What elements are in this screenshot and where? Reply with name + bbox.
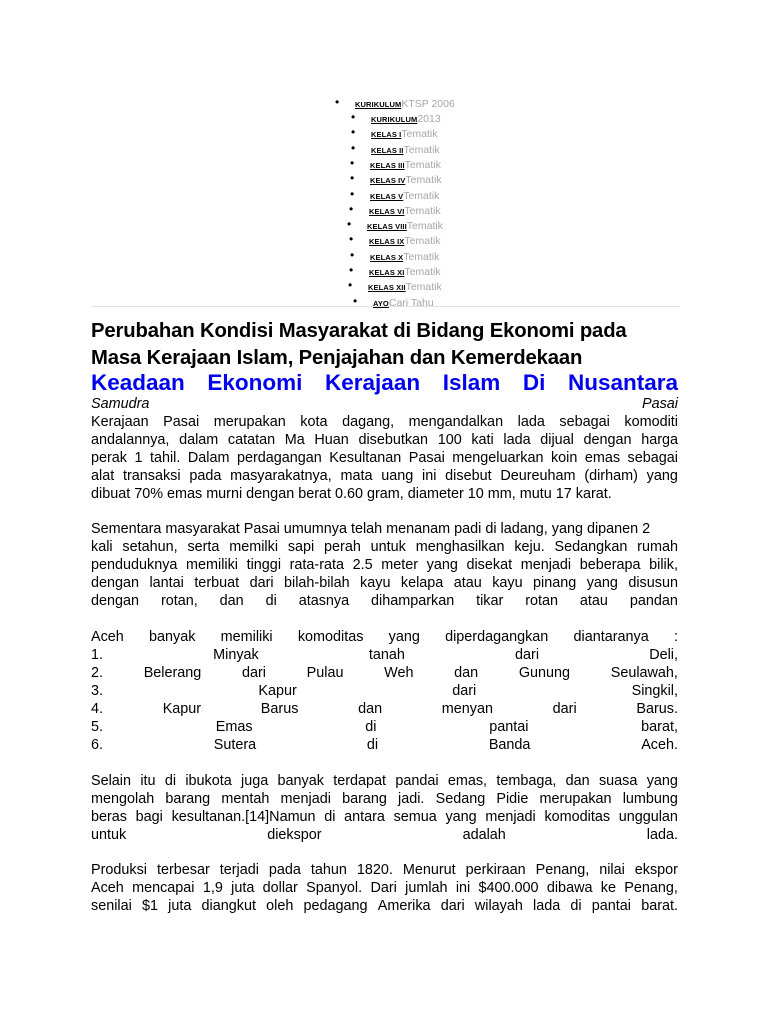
word: 1,9	[202, 880, 223, 896]
word: wilayah	[474, 898, 523, 914]
word: perak	[91, 450, 127, 466]
word: barang	[342, 791, 387, 807]
word: pandai	[395, 773, 439, 789]
word: di	[265, 593, 277, 609]
word: atasnya	[298, 593, 350, 609]
word: kati	[471, 432, 494, 448]
word: Kapur	[258, 683, 297, 699]
word: setahun,	[122, 539, 178, 555]
section-caption	[91, 395, 678, 413]
word: 6.	[91, 737, 104, 753]
word: Sutera	[213, 737, 257, 753]
caption-right: Pasai	[642, 396, 678, 412]
word: itu	[140, 773, 156, 789]
body-line	[91, 790, 678, 808]
word: Amerika	[377, 898, 431, 914]
word: perkiraan	[465, 862, 526, 878]
body-line	[91, 449, 678, 467]
word: atau	[453, 575, 482, 591]
word: dan	[454, 665, 479, 681]
nav-link-label: Tematik	[403, 190, 440, 202]
word: dan	[358, 701, 383, 717]
word: perdagangan	[236, 450, 322, 466]
word: yang	[646, 773, 678, 789]
word: sebagai	[559, 414, 610, 430]
word: mengeluarkan	[452, 450, 544, 466]
bullet-icon: •	[350, 156, 355, 170]
nav-item[interactable]	[350, 171, 442, 186]
nav-link-label: Tematik	[404, 159, 441, 171]
word: yang	[445, 809, 477, 825]
word: 2.	[91, 665, 104, 681]
word: masyarakatnya,	[230, 468, 332, 484]
word: Pidie	[496, 791, 529, 807]
word: lada.	[646, 827, 678, 843]
word: menghasilkan	[415, 539, 505, 555]
word: barang	[165, 791, 211, 807]
word: mencapai	[132, 880, 195, 896]
page-title-line: Masa Kerajaan Islam, Penjajahan dan Kemerdekaan	[91, 347, 583, 369]
word: pantai	[591, 898, 632, 914]
word: Kapur	[162, 701, 202, 717]
word: jumlah	[405, 880, 448, 896]
body-line	[91, 628, 678, 646]
word: dari	[515, 647, 540, 663]
divider	[92, 306, 680, 307]
nav-link-prefix: KELAS X	[370, 253, 404, 262]
body-line	[91, 700, 678, 718]
word: Sedang	[435, 791, 486, 807]
nav-item[interactable]	[349, 263, 441, 278]
nav-link-prefix: KELAS I	[371, 130, 402, 139]
word: 5.	[91, 719, 104, 735]
word: tembaga,	[496, 773, 557, 789]
word: yang	[586, 575, 618, 591]
word: dari	[440, 898, 465, 914]
word: (dirham)	[584, 468, 638, 484]
word: barat.	[641, 898, 678, 914]
word: diantaranya	[573, 629, 649, 645]
word: yang	[426, 557, 458, 573]
nav-item[interactable]	[348, 278, 442, 293]
word: 1820.	[356, 862, 393, 878]
body-line	[91, 556, 678, 574]
nav-link-label: Tematik	[404, 205, 441, 217]
word: pada	[189, 468, 222, 484]
word: menjadi	[520, 557, 572, 573]
word: kesultanan.[14]Namun	[171, 809, 316, 825]
word: 2.5	[352, 557, 373, 573]
word: Banda	[488, 737, 531, 753]
word: Pasai	[163, 414, 200, 430]
body-line	[91, 431, 678, 449]
word: 4.	[91, 701, 104, 717]
word: pada	[268, 862, 301, 878]
word: adalah	[462, 827, 506, 843]
word: komoditi	[624, 414, 678, 430]
word: unggulan	[618, 809, 678, 825]
word: Sedangkan	[554, 539, 628, 555]
word: Ma	[284, 432, 305, 448]
word: rotan	[525, 593, 559, 609]
bullet-icon: •	[350, 187, 355, 201]
word: diekspor	[267, 827, 322, 843]
word: disebut	[445, 468, 492, 484]
word: catatan	[227, 432, 276, 448]
word: di	[366, 737, 379, 753]
word: lada	[517, 414, 545, 430]
word: terdapat	[333, 773, 387, 789]
word: diperdagangkan	[445, 629, 549, 645]
word: Dari	[370, 880, 397, 896]
word: koin	[550, 450, 578, 466]
nav-link-label: Tematik	[405, 174, 442, 186]
word: barat,	[641, 719, 678, 735]
word: terbesar	[156, 862, 210, 878]
word: banyak	[277, 773, 324, 789]
nav-link-prefix: KELAS III	[370, 161, 405, 170]
nav-link-label: Cari Tahu	[388, 297, 434, 309]
word: Singkil,	[631, 683, 678, 699]
nav-item[interactable]	[350, 156, 441, 171]
word: dari	[452, 683, 477, 699]
word: Menurut	[402, 862, 456, 878]
word: bilah-bilah	[284, 575, 350, 591]
caption-left: Samudra	[91, 396, 150, 412]
word: lada	[503, 432, 531, 448]
nav-link-prefix: KELAS XI	[369, 268, 405, 277]
nav-item[interactable]	[335, 95, 455, 110]
word: tinggi	[246, 557, 282, 573]
nav-link-label: Tematik	[406, 220, 443, 232]
word: Pasai	[408, 450, 445, 466]
nav-link[interactable]	[373, 293, 434, 310]
body-line	[91, 879, 678, 897]
word: komoditas	[297, 629, 364, 645]
word: ke	[600, 880, 616, 896]
word: 1.	[91, 647, 104, 663]
word: terbuat	[194, 575, 240, 591]
body-line	[91, 718, 678, 736]
word: Aceh	[91, 880, 124, 896]
word: 100	[437, 432, 462, 448]
body-line	[91, 467, 678, 485]
nav-link-label: Tematik	[404, 235, 441, 247]
word: dihamparkan	[371, 593, 455, 609]
body-line	[91, 413, 678, 431]
word: tahun	[310, 862, 347, 878]
word: Produksi	[91, 862, 147, 878]
word: dengan	[91, 593, 140, 609]
word: dari	[249, 575, 274, 591]
word: ini	[455, 880, 471, 896]
word: lantai	[149, 575, 184, 591]
word: kayu	[360, 575, 391, 591]
word: dijual	[540, 432, 574, 448]
nav-link-prefix: KELAS XII	[368, 283, 406, 292]
word: ibukota	[185, 773, 232, 789]
word: untuk	[370, 539, 406, 555]
word: Kesultanan	[329, 450, 402, 466]
word: Belerang	[143, 665, 202, 681]
nav-link-label: Tematik	[404, 266, 441, 278]
word: Gunung	[518, 665, 571, 681]
word: semua	[393, 809, 437, 825]
word: emas	[584, 450, 621, 466]
bullet-icon: •	[351, 125, 356, 139]
word: Aceh.	[641, 737, 678, 753]
body-line	[91, 772, 678, 790]
word: meter	[381, 557, 419, 573]
nav-link-label: Tematik	[401, 128, 438, 140]
nav-item[interactable]	[349, 202, 441, 217]
word: mata	[340, 468, 373, 484]
body-line	[91, 826, 678, 844]
word: mengandalkan	[408, 414, 504, 430]
word: dagang,	[342, 414, 395, 430]
word: di	[164, 773, 177, 789]
word: merupakan	[539, 791, 612, 807]
nav-link[interactable]	[370, 170, 442, 187]
nav-link-prefix: KELAS VI	[369, 207, 405, 216]
word: keju.	[514, 539, 545, 555]
word: Barus	[260, 701, 299, 717]
word: merupakan	[213, 414, 286, 430]
word: jadi.	[398, 791, 425, 807]
word: atau	[579, 593, 608, 609]
word: ini	[422, 468, 437, 484]
body-line	[91, 736, 678, 754]
word: pantai	[489, 719, 529, 735]
word: menjadi	[280, 791, 331, 807]
word: Pulau	[306, 665, 344, 681]
body-line	[91, 808, 678, 826]
bullet-icon: •	[353, 294, 358, 308]
section-heading: Keadaan Ekonomi Kerajaan Islam Di Nusantara	[91, 370, 678, 395]
word: harga	[641, 432, 678, 448]
word: penduduknya	[91, 557, 178, 573]
word: beberapa	[579, 557, 641, 573]
word: emas,	[447, 773, 488, 789]
word: Minyak	[213, 647, 259, 663]
word: sebagai	[627, 450, 678, 466]
body-line	[91, 682, 678, 700]
bullet-icon: •	[349, 232, 354, 246]
bullet-icon: •	[351, 141, 356, 155]
word: juta	[168, 898, 192, 914]
nav-link-prefix: KURIKULUM	[371, 115, 418, 124]
nav-link-prefix: KELAS V	[370, 192, 404, 201]
word: bagi	[135, 809, 163, 825]
word: transaksi	[122, 468, 181, 484]
word: Deureuham	[500, 468, 576, 484]
body-line: dibuat 70% emas murni dengan berat 0.60 gram, diameter 10 mm, mutu 17 karat.	[91, 486, 612, 502]
word: pinang	[533, 575, 577, 591]
word: mentah	[221, 791, 270, 807]
page-title	[91, 318, 691, 372]
word: bilik,	[649, 557, 678, 573]
word: dollar	[262, 880, 298, 896]
nav-item[interactable]	[350, 187, 440, 202]
nav-item[interactable]	[349, 232, 441, 247]
word: Penang,	[535, 862, 590, 878]
word: serta	[187, 539, 220, 555]
nav-item[interactable]	[347, 217, 443, 232]
bullet-icon: •	[335, 95, 340, 109]
nav-link-label: Tematik	[403, 251, 440, 263]
word: memiliki	[186, 557, 238, 573]
word: tikar	[476, 593, 504, 609]
word: pedagang	[303, 898, 368, 914]
body-line	[91, 861, 678, 879]
word: kelapa	[400, 575, 444, 591]
nav-link-label: KTSP 2006	[401, 98, 455, 110]
word: diangkut	[201, 898, 256, 914]
word: kota	[300, 414, 328, 430]
word: suasa	[598, 773, 638, 789]
word: juga	[241, 773, 269, 789]
word: pandan	[629, 593, 678, 609]
nav-item[interactable]	[351, 141, 440, 156]
word: yang	[646, 468, 678, 484]
nav-link-label: Tematik	[403, 144, 440, 156]
word: menyan	[441, 701, 493, 717]
word: Weh	[384, 665, 414, 681]
word: $400.000	[478, 880, 539, 896]
nav-item[interactable]	[351, 110, 441, 125]
word: antara	[344, 809, 385, 825]
word: dengan	[583, 432, 632, 448]
word: Dalam	[187, 450, 230, 466]
bullet-icon: •	[350, 171, 355, 185]
body-line	[91, 664, 678, 682]
bullet-icon: •	[347, 217, 352, 231]
nav-item[interactable]	[351, 125, 438, 140]
word: disebutkan	[358, 432, 429, 448]
word: Barus.	[636, 701, 678, 717]
nav-link-label: 2013	[417, 113, 441, 125]
nav-link[interactable]	[368, 277, 442, 294]
word: $1	[141, 898, 158, 914]
word: komoditas	[544, 809, 611, 825]
word: di	[365, 719, 377, 735]
word: Spanyol.	[306, 880, 363, 896]
bullet-icon: •	[349, 263, 354, 277]
word: di	[324, 809, 336, 825]
word: alat	[91, 468, 115, 484]
bullet-icon: •	[348, 278, 353, 292]
word: andalannya,	[91, 432, 170, 448]
body-line	[91, 574, 678, 592]
word: beras	[91, 809, 127, 825]
word: menjadi	[485, 809, 536, 825]
word: lumbung	[622, 791, 678, 807]
word: disusun	[628, 575, 678, 591]
bullet-icon: •	[349, 202, 354, 216]
word: sapi	[287, 539, 315, 555]
word: Deli,	[649, 647, 678, 663]
word: disekat	[466, 557, 513, 573]
nav-link[interactable]	[371, 124, 437, 141]
body-line	[91, 646, 678, 664]
word: 1	[134, 450, 143, 466]
word: dan	[219, 593, 244, 609]
word: dengan	[91, 575, 140, 591]
word: memilki	[229, 539, 279, 555]
word: Huan	[314, 432, 349, 448]
word: tanah	[368, 647, 405, 663]
word: kayu	[492, 575, 523, 591]
bullet-icon: •	[350, 248, 355, 262]
word: banyak	[149, 629, 196, 645]
word: tahil.	[149, 450, 181, 466]
word: juta	[231, 880, 255, 896]
nav-link-prefix: KELAS IV	[370, 176, 406, 185]
word: uang	[381, 468, 414, 484]
bullet-icon: •	[351, 110, 356, 124]
nav-link[interactable]	[369, 231, 441, 248]
word: di	[570, 898, 582, 914]
word: oleh	[266, 898, 294, 914]
word: dari	[241, 665, 266, 681]
word: senilai	[91, 898, 132, 914]
word: Aceh	[91, 629, 124, 645]
word: memiliki	[220, 629, 273, 645]
word: lada	[533, 898, 561, 914]
body-line	[91, 592, 678, 610]
word: Penang,	[624, 880, 678, 896]
nav-link-prefix: KELAS IX	[369, 237, 405, 246]
nav-link-prefix: KURIKULUM	[355, 100, 402, 109]
word: Kerajaan	[91, 414, 149, 430]
word: rotan,	[160, 593, 198, 609]
word: rata-rata	[289, 557, 345, 573]
word: dibawa	[546, 880, 593, 896]
word: dari	[552, 701, 577, 717]
page-title-line: Perubahan Kondisi Masyarakat di Bidang Ekonomi pada	[91, 320, 627, 342]
word: Selain	[91, 773, 132, 789]
word: untuk	[91, 827, 127, 843]
nav-link-prefix: KELAS VIII	[367, 222, 407, 231]
word: dalam	[179, 432, 219, 448]
word: :	[673, 629, 678, 645]
body-line: Sementara masyarakat Pasai umumnya telah menanam padi di ladang, yang dipanen 2	[91, 521, 651, 537]
word: Seulawah,	[610, 665, 678, 681]
nav-link-prefix: KELAS II	[371, 146, 404, 155]
word: ekspor	[634, 862, 678, 878]
word: kali	[91, 539, 113, 555]
word: dan	[565, 773, 590, 789]
word: terjadi	[219, 862, 259, 878]
body-line	[91, 538, 678, 556]
word: perah	[324, 539, 361, 555]
nav-item[interactable]	[350, 248, 440, 263]
nav-link-label: Tematik	[405, 281, 442, 293]
body-line	[91, 897, 678, 915]
word: yang	[388, 629, 420, 645]
word: 3.	[91, 683, 104, 699]
word: mengolah	[91, 791, 155, 807]
nav-link-prefix: AYO	[373, 299, 389, 308]
word: nilai	[599, 862, 625, 878]
word: rumah	[637, 539, 678, 555]
word: Emas	[215, 719, 253, 735]
